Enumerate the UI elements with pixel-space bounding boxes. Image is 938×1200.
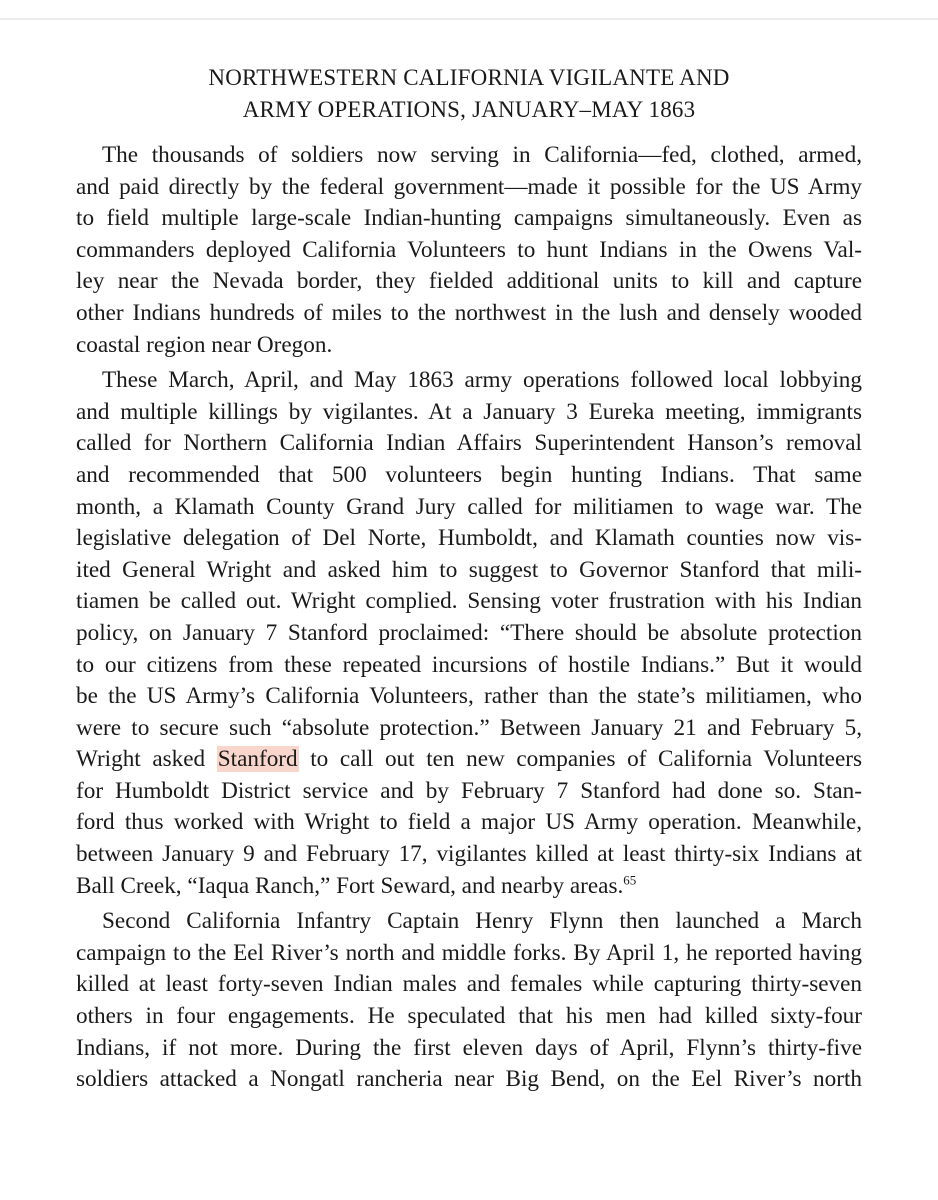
paragraph-3	[76, 906, 862, 1096]
text-line: legislative delegation of Del Norte, Humboldt, and Klamath counties now vis-	[76, 525, 862, 552]
text-segment: Ball Creek, “Iaqua Ranch,” Fort Seward, and nearby areas.	[76, 872, 624, 899]
text-line: were to secure such “absolute protection.” Between January 21 and February 5,	[76, 714, 862, 741]
text-line: killed at least forty-seven Indian males and females while capturing thirty-seven	[76, 971, 862, 998]
text-line: and paid directly by the federal government—made it possible for the US Army	[76, 173, 862, 200]
text-line: soldiers attacked a Nongatl rancheria near Big Bend, on the Eel River’s north	[76, 1066, 862, 1093]
text-line: to field multiple large-scale Indian-hunting campaigns simultaneously. Even as	[76, 205, 862, 232]
highlighted-word[interactable]: Stanford	[217, 746, 298, 773]
text-segment: Wright asked	[76, 746, 217, 773]
text-line: The thousands of soldiers now serving in California—fed, clothed, armed,	[102, 142, 862, 168]
page-body	[76, 62, 862, 1100]
text-line: ited General Wright and asked him to suggest to Governor Stanford that mili-	[76, 556, 862, 583]
section-heading-line-2: ARMY OPERATIONS, JANUARY–MAY 1863	[242, 97, 696, 122]
text-line: other Indians hundreds of miles to the northwest in the lush and densely wooded	[76, 299, 862, 326]
text-line: month, a Klamath County Grand Jury called for militiamen to wage war. The	[76, 493, 862, 520]
text-line: coastal region near Oregon.	[76, 331, 333, 358]
text-line: policy, on January 7 Stanford proclaimed: “There should be absolute protection	[76, 619, 862, 646]
top-divider	[0, 18, 938, 20]
text-line: called for Northern California Indian Affairs Superintendent Hanson’s removal	[76, 430, 862, 457]
text-line: campaign to the Eel River’s north and middle forks. By April 1, he reported having	[76, 939, 862, 966]
text-line: and multiple killings by vigilantes. At a January 3 Eureka meeting, immigrants	[76, 398, 862, 425]
footnote-reference[interactable]: 65	[623, 871, 637, 887]
text-line: others in four engagements. He speculated that his men had killed sixty-four	[76, 1003, 862, 1030]
text-line: tiamen be called out. Wright complied. Sensing voter frustration with his Indian	[76, 588, 862, 615]
text-line: to our citizens from these repeated incursions of hostile Indians.” But it would	[76, 651, 862, 678]
text-line: These March, April, and May 1863 army operations followed local lobbying	[102, 367, 862, 394]
paragraph-2	[76, 365, 862, 902]
text-line: ley near the Nevada border, they fielded additional units to kill and capture	[76, 268, 862, 295]
text-line: be the US Army’s California Volunteers, rather than the state’s militiamen, who	[76, 683, 862, 710]
section-heading-line-1: NORTHWESTERN CALIFORNIA VIGILANTE AND	[208, 65, 730, 90]
text-line: for Humboldt District service and by February 7 Stanford had done so. Stan-	[76, 777, 862, 804]
paragraph-1	[76, 140, 862, 361]
text-line-with-highlight	[76, 744, 862, 776]
text-segment: to call out ten new companies of California Volunteers	[298, 746, 862, 773]
text-line: commanders deployed California Volunteers to hunt Indians in the Owens Val-	[76, 236, 862, 263]
text-line	[76, 871, 862, 903]
text-line: and recommended that 500 volunteers begin hunting Indians. That same	[76, 461, 862, 488]
text-line: Second California Infantry Captain Henry Flynn then launched a March	[102, 908, 862, 935]
text-line: Indians, if not more. During the first eleven days of April, Flynn’s thirty-five	[76, 1034, 862, 1061]
text-line: ford thus worked with Wright to field a major US Army operation. Meanwhile,	[76, 809, 862, 836]
text-line: between January 9 and February 17, vigilantes killed at least thirty-six Indians at	[76, 841, 862, 868]
section-heading	[76, 62, 862, 126]
